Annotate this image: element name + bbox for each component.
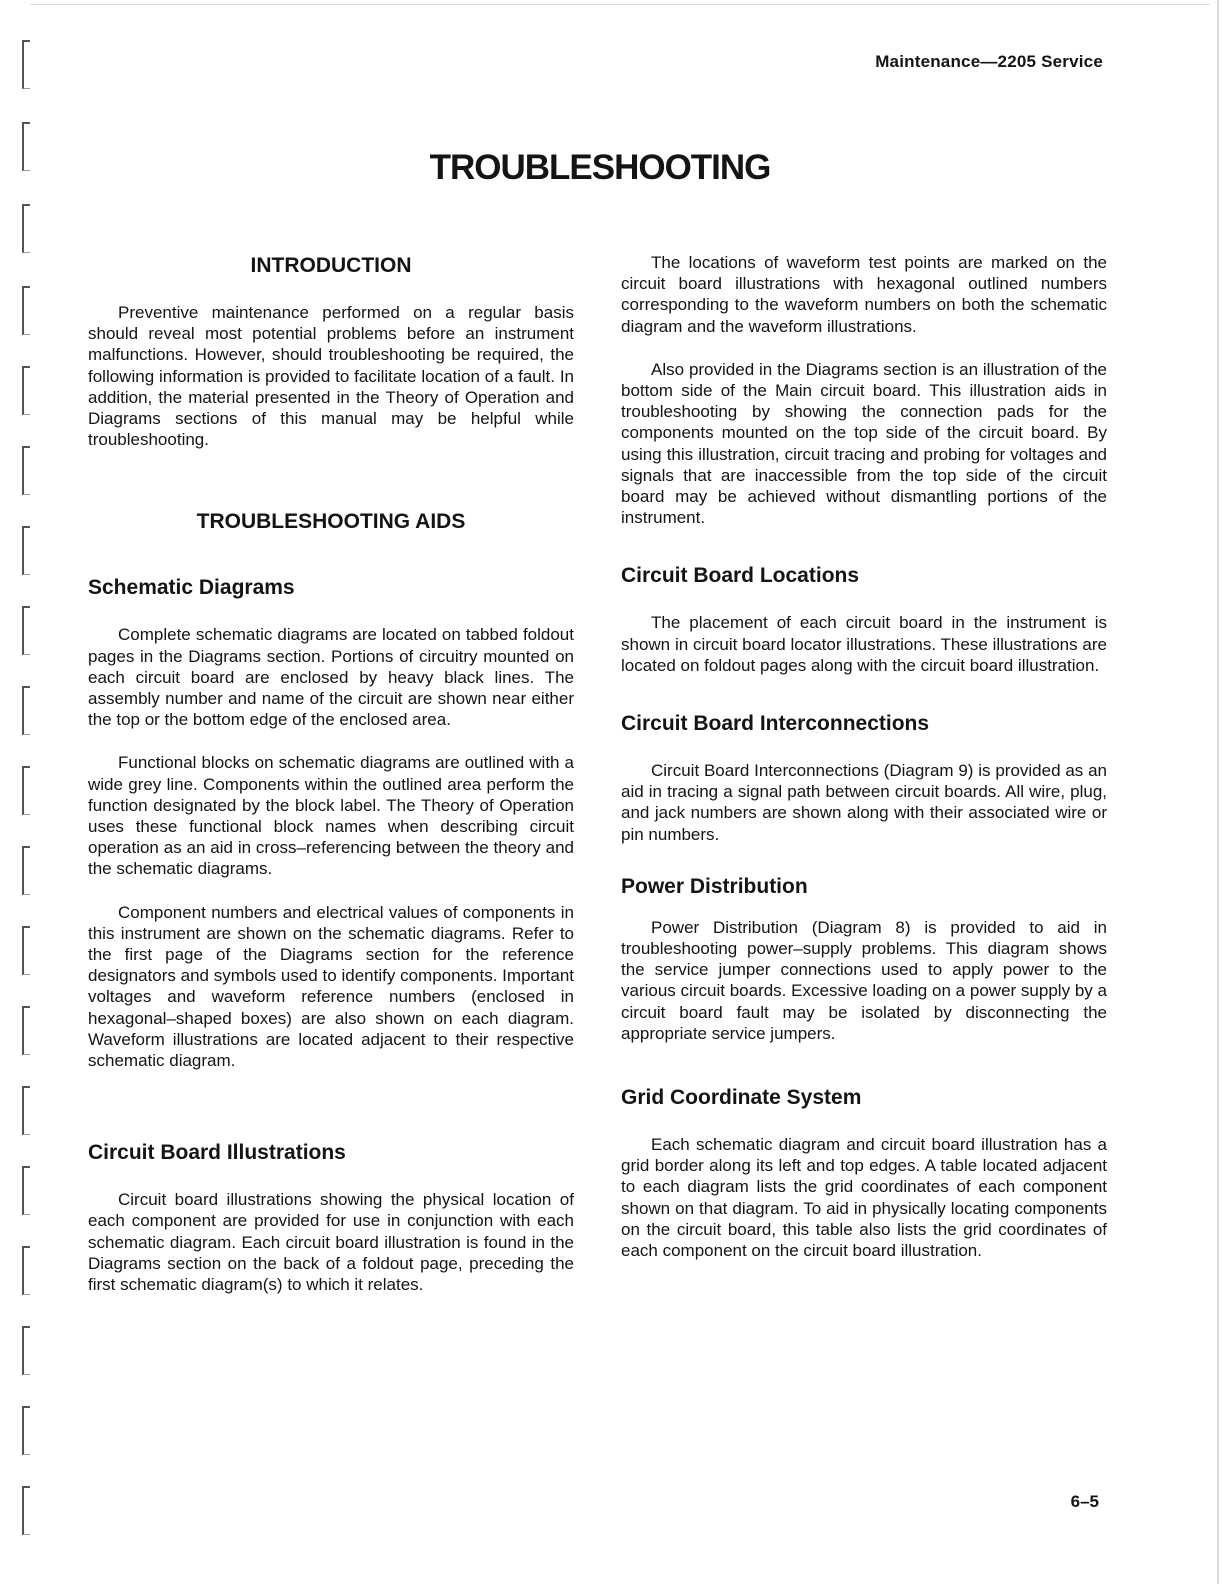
binder-mark <box>22 204 30 253</box>
circuit-board-interconnections-heading: Circuit Board Interconnections <box>621 712 930 736</box>
circuit-board-illustrations-paragraph: Circuit board illustrations showing the physical location of each component are provided for use in conjunction with each schematic diagram. Each circuit board illustration is found in the Diagrams section on the back of a foldout page, preceding the first schematic diagram(s) to which it relates. <box>88 1190 574 1295</box>
binder-mark <box>22 766 30 815</box>
binder-mark <box>22 846 30 895</box>
schematic-paragraph-3: Component numbers and electrical values of components in this instrument are shown on the schematic diagrams. Refer to the first page of the Diagrams section for the reference designators and symbols used to identify components. Important voltages and waveform reference numbers (enclosed in hexagonal–shaped boxes) are also shown on each diagram. Waveform illustrations are located adjacent to their respective schematic diagram. <box>88 902 574 1071</box>
binder-mark <box>22 1326 30 1375</box>
binder-mark <box>22 446 30 495</box>
binder-mark <box>22 1486 30 1535</box>
binder-mark <box>22 1406 30 1455</box>
page-title: TROUBLESHOOTING <box>429 148 771 187</box>
schematic-paragraph-1: Complete schematic diagrams are located on tabbed foldout pages in the Diagrams section. Portions of circuitry mounted on each circuit board are enclosed by heavy black lines. The assembly number and name of the circuit are shown near either the top or the bottom edge of the enclosed area. <box>88 625 574 730</box>
schematic-paragraph-2: Functional blocks on schematic diagrams are outlined with a wide grey line. Components within the outlined area perform the function designated by the block label. The Theory of Operation uses these functional block names when describing circuit operation as an aid in cross–referencing between the theory and the schematic diagrams. <box>88 753 574 879</box>
troubleshooting-aids-heading: TROUBLESHOOTING AIDS <box>196 510 466 534</box>
binder-mark <box>22 686 30 735</box>
binder-mark <box>22 926 30 975</box>
grid-coordinate-system-heading: Grid Coordinate System <box>621 1086 862 1110</box>
left-column <box>88 252 574 1295</box>
binder-mark <box>22 1246 30 1295</box>
power-distribution-heading: Power Distribution <box>621 874 808 898</box>
waveform-test-points-paragraph: The locations of waveform test points are marked on the circuit board illustrations with hexagonal outlined numbers corresponding to the waveform numbers on both the schematic diagram and the waveform illustrations. <box>621 253 1107 336</box>
binder-mark <box>22 1086 30 1135</box>
circuit-board-illustrations-heading: Circuit Board Illustrations <box>88 1141 346 1165</box>
binder-mark <box>22 1166 30 1215</box>
bottom-side-illustration-paragraph: Also provided in the Diagrams section is an illustration of the bottom side of the Main circuit board. This illustration aids in troubleshooting by showing the connection pads for the components mounted on the top side of the circuit board. By using this illustration, circuit tracing and probing for voltages and signals that are inaccessible from the top side of the circuit board may be achieved without dismantling portions of the instrument. <box>621 359 1107 528</box>
binder-mark <box>22 286 30 335</box>
binder-mark <box>22 1006 30 1055</box>
circuit-board-interconnections-paragraph: Circuit Board Interconnections (Diagram 9) is provided as an aid in tracing a signal path between circuit boards. All wire, plug, and jack numbers are shown along with their associated wire or pin numbers. <box>621 761 1107 844</box>
scan-top-edge <box>30 4 1210 5</box>
page-number: 6–5 <box>1070 1492 1099 1511</box>
schematic-diagrams-heading: Schematic Diagrams <box>88 576 295 600</box>
binder-mark <box>22 606 30 655</box>
right-column <box>621 252 1107 1261</box>
scan-right-edge <box>1217 0 1219 1584</box>
introduction-paragraph: Preventive maintenance performed on a regular basis should reveal most potential problems before an instrument malfunctions. However, should troubleshooting be required, the following information is provided to facilitate location of a fault. In addition, the material presented in the Theory of Operation and Diagrams sections of this manual may be helpful while troubleshooting. <box>88 303 574 450</box>
running-header: Maintenance—2205 Service <box>875 52 1103 71</box>
introduction-heading: INTRODUCTION <box>250 254 412 277</box>
binder-mark <box>22 366 30 415</box>
binder-mark <box>22 526 30 575</box>
circuit-board-locations-paragraph: The placement of each circuit board in the instrument is shown in circuit board locator illustrations. These illustrations are located on foldout pages along with the circuit board illustration. <box>621 613 1107 675</box>
binder-edge <box>0 0 45 1584</box>
circuit-board-locations-heading: Circuit Board Locations <box>621 564 860 588</box>
power-distribution-paragraph: Power Distribution (Diagram 8) is provided to aid in troubleshooting power–supply problems. This diagram shows the service jumper connections used to apply power to the various circuit boards. Excessive loading on a power supply by a circuit board fault may be isolated by disconnecting the appropriate service jumpers. <box>621 917 1107 1043</box>
binder-mark <box>22 40 30 89</box>
grid-coordinate-system-paragraph: Each schematic diagram and circuit board illustration has a grid border along its left and top edges. A table located adjacent to each diagram lists the grid coordinates of each component shown on that diagram. To aid in physically locating components on the circuit board, this table also lists the grid coordinates of each component on the circuit board illustration. <box>621 1135 1107 1261</box>
